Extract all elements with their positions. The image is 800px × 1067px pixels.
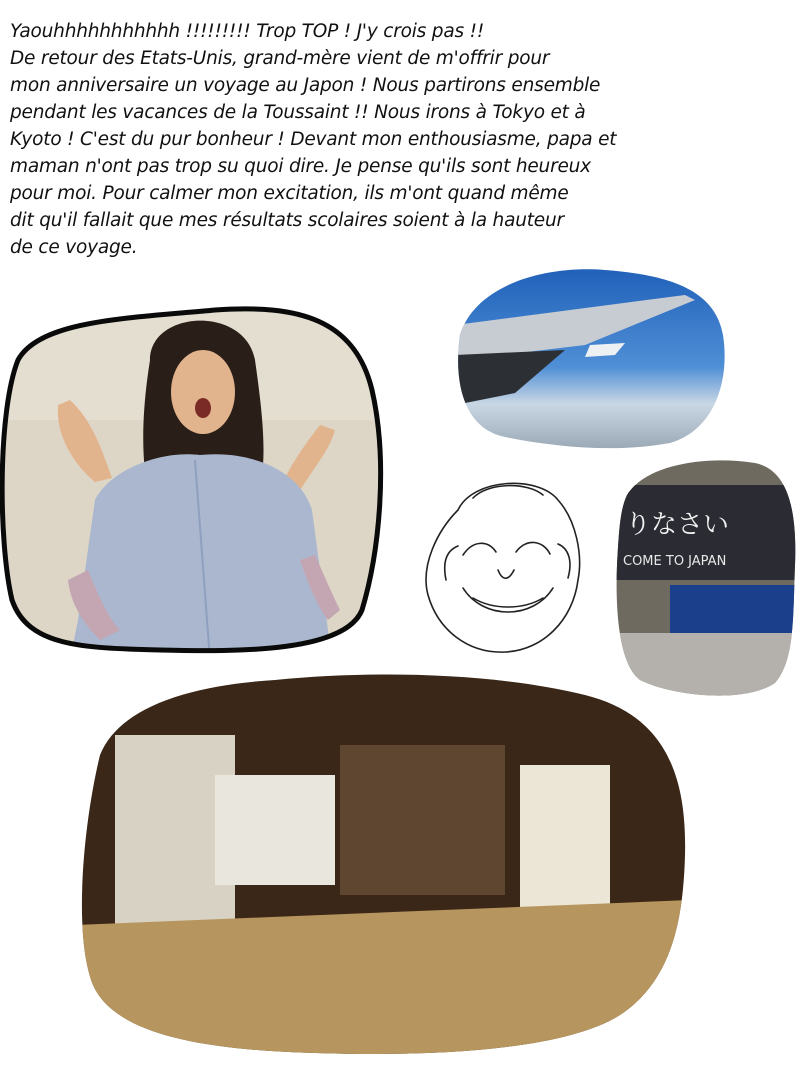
girl-surprised-photo <box>0 300 390 660</box>
welcome-to-japan-sign-photo <box>615 455 800 700</box>
diary-line: pendant les vacances de la Toussaint !! Nous irons à Tokyo et à <box>10 102 586 123</box>
diary-line: pour moi. Pour calmer mon excitation, ils m'ont quand même <box>10 183 569 204</box>
japanese-tatami-room-photo <box>75 665 690 1060</box>
diary-text <box>10 18 785 261</box>
diary-line: de ce voyage. <box>10 237 138 258</box>
sign-japanese-text: りなさい <box>625 510 730 540</box>
sign-english-text: COME TO JAPAN <box>623 554 727 569</box>
diary-line: De retour des Etats-Unis, grand-mère vient de m'offrir pour <box>10 48 550 69</box>
airplane-wing-photo <box>455 265 730 450</box>
diary-line: Yaouhhhhhhhhhhh !!!!!!!!! Trop TOP ! J'y crois pas !! <box>10 21 485 42</box>
diary-line: Kyoto ! C'est du pur bonheur ! Devant mon enthousiasme, papa et <box>10 129 617 150</box>
smiling-face-sketch <box>418 470 593 660</box>
diary-line: maman n'ont pas trop su quoi dire. Je pense qu'ils sont heureux <box>10 156 591 177</box>
diary-line: mon anniversaire un voyage au Japon ! Nous partirons ensemble <box>10 75 601 96</box>
diary-line: dit qu'il fallait que mes résultats scolaires soient à la hauteur <box>10 210 564 231</box>
